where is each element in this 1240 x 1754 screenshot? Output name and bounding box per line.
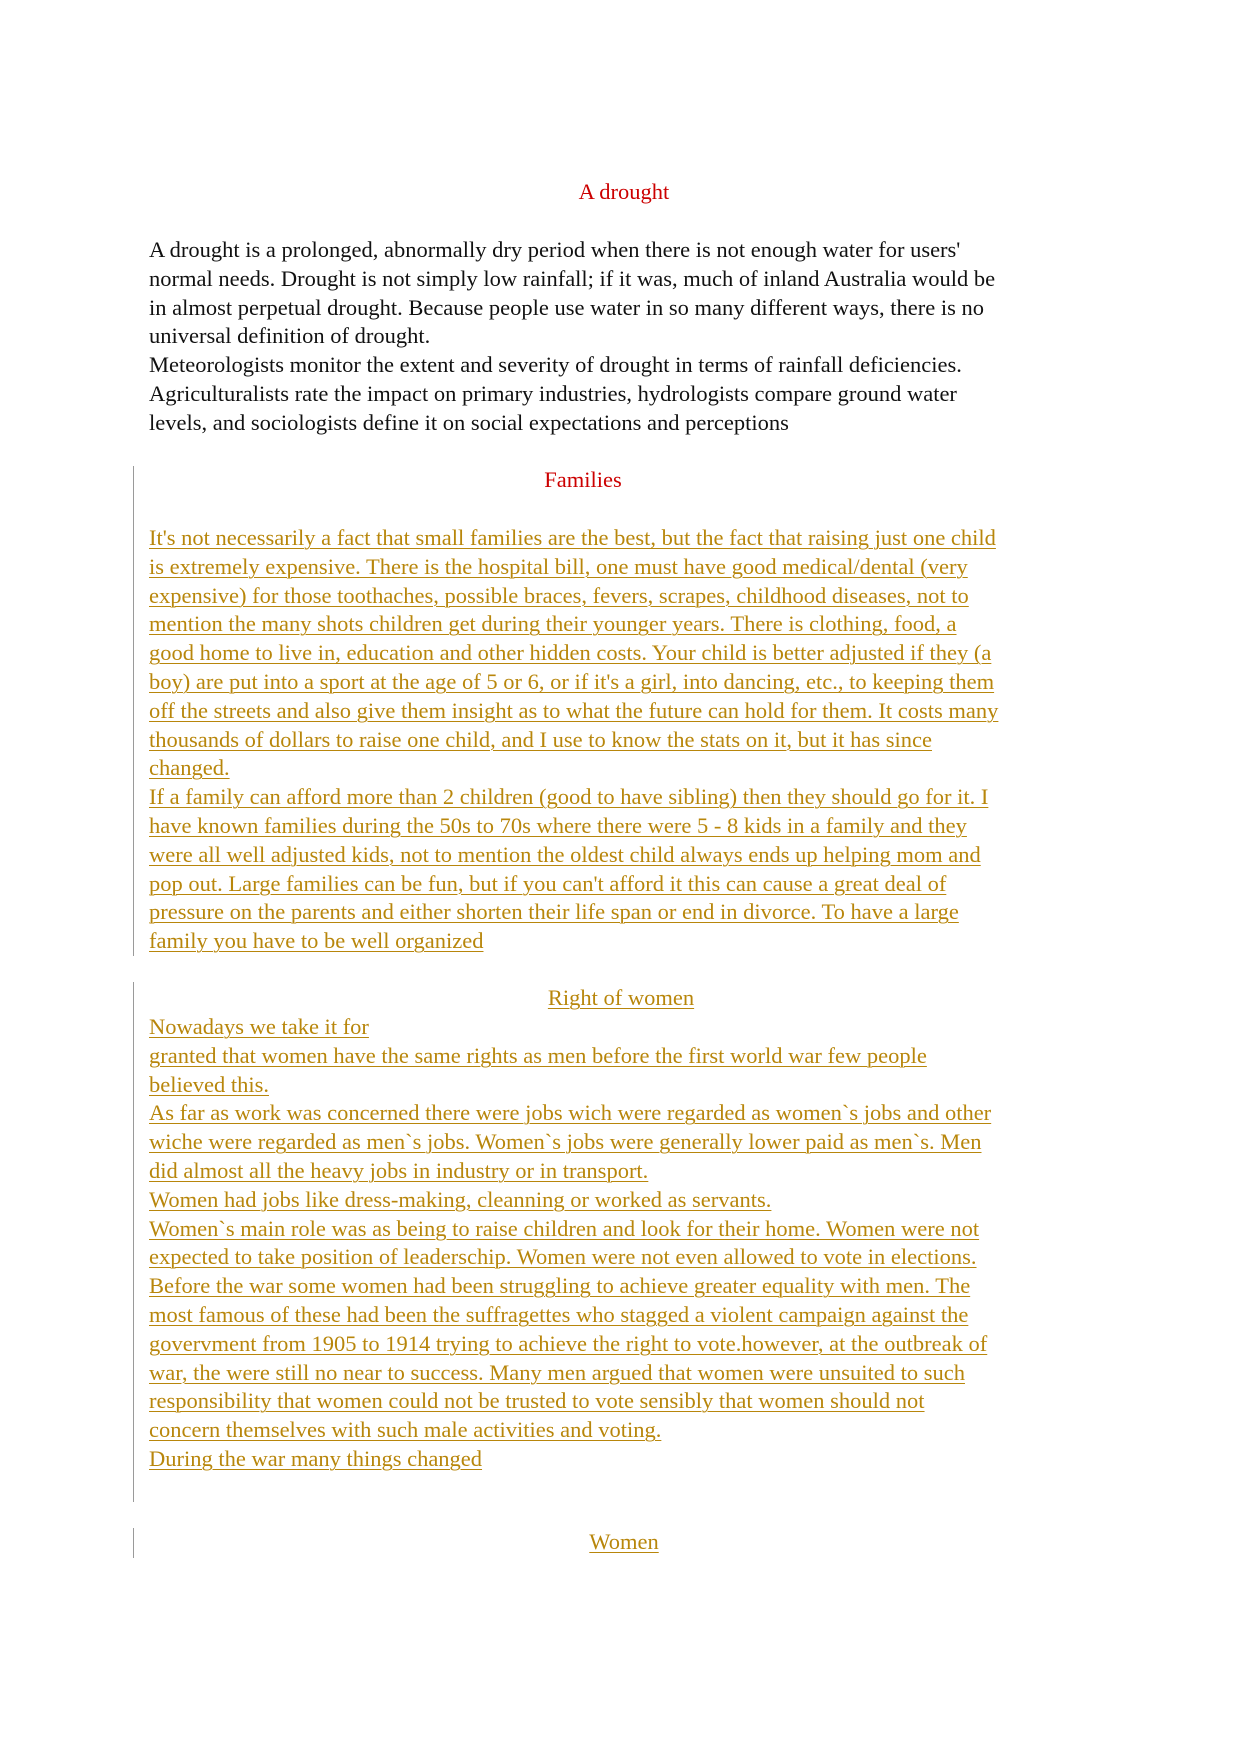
women-paragraph-1: Nowadays we take it for granted that women have the same rights as men before the first world war few people believed this.	[149, 1014, 927, 1097]
change-bar-right-of-women	[133, 982, 134, 1502]
drought-paragraph-2: Meteorologists monitor the extent and severity of drought in terms of rainfall deficiencies. Agriculturalists rate the impact on primary industries, hydrologists compare ground water levels, and sociologists define it on social expectations and perceptions	[149, 352, 962, 435]
heading-right-of-women-text: Right of women	[547, 985, 695, 1010]
heading-right-of-women	[149, 984, 1093, 1013]
families-paragraph-2: If a family can afford more than 2 children (good to have sibling) then they should go for it. I have known families during the 50s to 70s where there were 5 - 8 kids in a family and they were all well adjusted kids, not to mention the oldest child always ends up helping mom and pop out. Large families can be fun, but if you can't afford it this can cause a great deal of pressure on the parents and either shorten their life span or end in divorce. To have a large family you have to be well organized	[149, 784, 989, 954]
change-bar-families	[133, 466, 134, 956]
women-paragraph-3: Women had jobs like dress-making, cleanning or worked as servants.	[149, 1186, 772, 1212]
women-paragraph-5: During the war many things changed	[149, 1445, 483, 1471]
right-of-women-inserted-text	[149, 1013, 1129, 1474]
heading-women	[149, 1528, 1099, 1557]
heading-a-drought: A drought	[578, 179, 670, 204]
families-paragraph-1: It's not necessarily a fact that small families are the best, but the fact that raising just one child is extremely expensive. There is the hospital bill, one must have good medical/dental (very expensive) for those toothaches, possible braces, fevers, scrapes, childhood diseases, not to mention the many shots children get during their younger years. There is clothing, food, a good home to live in, education and other hidden costs. Your child is better adjusted if they (a boy) are put into a sport at the age of 5 or 6, or if it's a girl, into dancing, etc., to keeping them off the streets and also give them insight as to what the future can hold for them. It costs many thousands of dollars to raise one child, and I use to know the stats on it, but it has since changed.	[149, 525, 999, 781]
heading-women-text: Women	[589, 1529, 659, 1554]
women-paragraph-2: As far as work was concerned there were jobs wich were regarded as women`s jobs and other wiche were regarded as men`s jobs. Women`s jobs were generally lower paid as men`s. Men did almost all the heavy jobs in industry or in transport.	[149, 1100, 992, 1183]
change-bar-women	[133, 1528, 134, 1558]
women-paragraph-4: Women`s main role was as being to raise children and look for their home. Women were not expected to take position of leaderschip. Women were not even allowed to vote in elections. Before the war some women had been struggling to achieve greater equality with men. The most famous of these had been the suffragettes who stagged a violent campaign against the govervment from 1905 to 1914 trying to achieve the right to vote.however, at the outbreak of war, the were still no near to success. Many men argued that women were unsuited to such responsibility that women could not be trusted to vote sensibly that women should not concern themselves with such male activities and voting.	[149, 1215, 988, 1443]
heading-families: Families	[544, 467, 622, 492]
drought-paragraph-1: A drought is a prolonged, abnormally dry period when there is not enough water for users' normal needs. Drought is not simply low rainfall; if it was, much of inland Australia would be in almost perpetual drought. Because people use water in so many different ways, there is no universal definition of drought.	[149, 237, 996, 349]
families-inserted-text	[149, 524, 1129, 956]
